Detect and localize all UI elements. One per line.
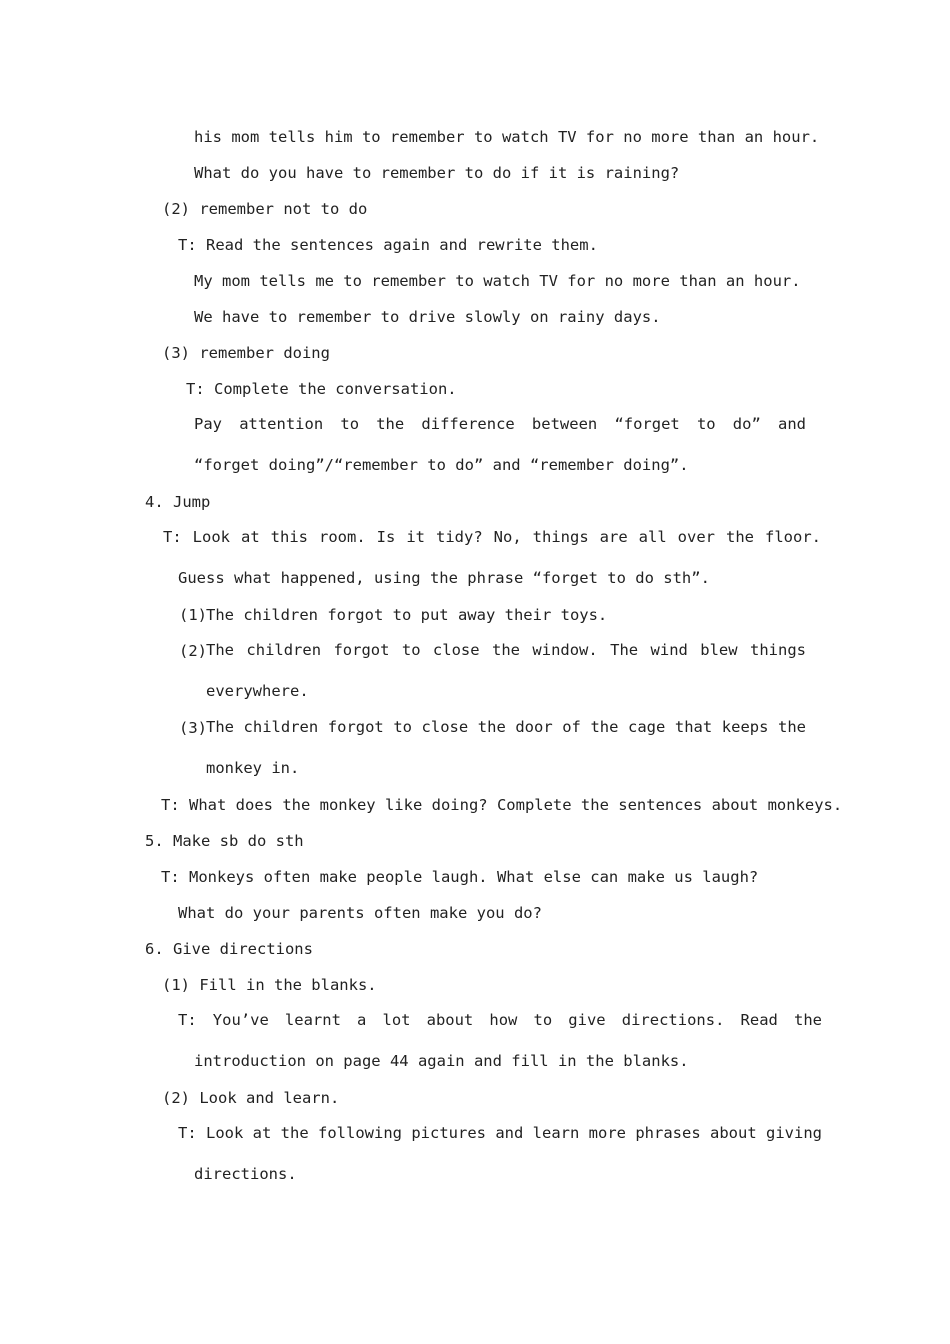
text-line: T: What does the monkey like doing? Complete the sentences about monkeys. xyxy=(161,796,843,814)
paragraph: Pay attention to the difference between “forget to do” and “forget doing”/“remember to do” and “remember doing”. xyxy=(194,415,806,474)
paragraph: T: Look at this room. Is it tidy? No, things are all over the floor. Guess what happened, using the phrase “forget to do sth”. xyxy=(163,528,821,587)
subheading: (2) remember not to do xyxy=(162,200,368,218)
paragraph: T: You’ve learnt a lot about how to give directions. Read the introduction on page 44 again and fill in the blanks. xyxy=(178,1011,822,1070)
text-line: T: Read the sentences again and rewrite them. xyxy=(178,236,598,254)
list-number: (2) xyxy=(179,642,207,660)
text-line: My mom tells me to remember to watch TV for no more than an hour. xyxy=(194,272,801,290)
section-heading: 5. Make sb do sth xyxy=(145,832,304,850)
section-heading: 6. Give directions xyxy=(145,940,313,958)
list-number: (1) xyxy=(179,606,207,624)
list-item: The children forgot to close the window. The wind blew things everywhere. xyxy=(206,641,806,700)
text-line: T: Monkeys often make people laugh. What else can make us laugh? xyxy=(161,868,759,886)
paragraph: T: Look at the following pictures and learn more phrases about giving directions. xyxy=(178,1124,822,1183)
subheading: (2) Look and learn. xyxy=(162,1089,340,1107)
text-line: We have to remember to drive slowly on rainy days. xyxy=(194,308,661,326)
subheading: (1) Fill in the blanks. xyxy=(162,976,377,994)
text-line: What do your parents often make you do? xyxy=(178,904,542,922)
text-line: What do you have to remember to do if it is raining? xyxy=(194,164,680,182)
text-line: his mom tells him to remember to watch TV for no more than an hour. xyxy=(194,128,820,146)
subheading: (3) remember doing xyxy=(162,344,330,362)
list-item: The children forgot to close the door of the cage that keeps the monkey in. xyxy=(206,718,806,777)
text-line: T: Complete the conversation. xyxy=(186,380,457,398)
section-heading: 4. Jump xyxy=(145,493,211,511)
list-item: The children forgot to put away their toys. xyxy=(206,606,608,624)
list-number: (3) xyxy=(179,719,207,737)
